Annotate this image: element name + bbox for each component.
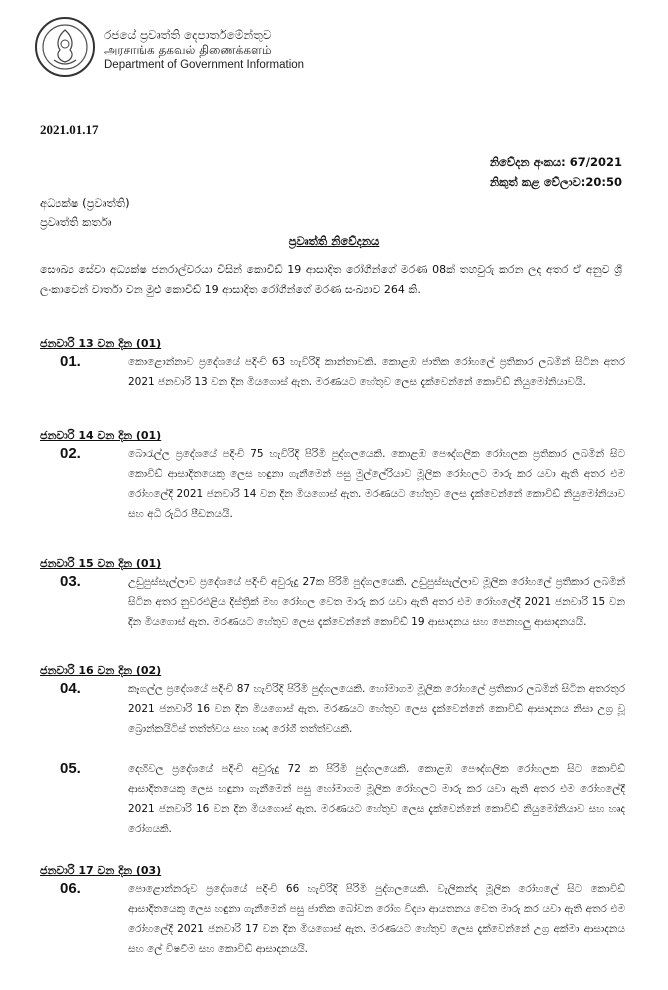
day-section — [40, 428, 625, 524]
case-number: 05. — [60, 760, 81, 777]
case-text: උඩුපුස්සැල්ලාව ප්‍රදේශයේ පදිංචි අවුරුදු 27ක පිරිමි පුද්ගලයෙකි. උඩුපුස්සැල්ලාව මූලික රෝහලේ ප්‍රතිකාර ලබමින් සිටින අතර නුවරඑළිය දිස්ත්‍රික් මහ රෝහල වෙත මාරු කර යවා ඇති අතර එම රෝහලේදී 2021 ජනවාරි 15 වන දින මියගොස් ඇත. මරණයට හේතුව ලෙස දැක්වෙන්නේ කොවිඩ් 19 ආසාදනය සහ පෙනහලු ආසාදනයයි. — [128, 576, 625, 628]
case-entry — [40, 572, 625, 632]
document-title — [0, 234, 668, 249]
day-section — [40, 663, 625, 839]
case-text: බොරැල්ල ප්‍රදේශයේ පදිංචි 75 හැවිරිදි පිරිමි පුද්ගලයෙකි. කොළඹ පෞද්ගලික රෝහලක ප්‍රතිකාර ලබමින් සිට කොවිඩ් ආසාදිතයෙකු ලෙස හඳුනා ගැනීමෙන් පසු මුල්ලේරියාව මූලික රෝහලට මාරු කර යවා ඇති අතර එම රෝහලේදී 2021 ජනවාරි 14 වන දින මියගොස් ඇත. මරණයට හේතුව ලෙස දැක්වෙන්නේ කොවිඩ් නියුමෝනියාව සහ අධි රුධිර පීඩනයයි. — [128, 448, 625, 520]
org-name-english: Department of Government Information — [104, 59, 305, 71]
case-text: කෑගල්ල ප්‍රදේශයේ පදිංචි 87 හැවිරිදි පිරිමි පුද්ගලයෙකි. හෝමාගම මූලික රෝහලේ ප්‍රතිකාර ලබමින් සිටින අතරතුර 2021 ජනවාරි 16 වන දින මියගොස් ඇත. මරණයට හේතුව ලෙස දැක්වෙන්නේ කොවිඩ් ආසාදනය නිසා උග්‍ර වූ බ්‍රොන්කයිටිස් තත්ත්වය සහ හෘද රෝගී තත්ත්වයකි. — [128, 683, 625, 735]
case-number: 06. — [60, 880, 81, 897]
day-heading: ජනවාරි 16 වන දින (02) — [40, 664, 162, 677]
org-name-sinhala: රජයේ ප්‍රවෘත්ති දෙපාර්තමේන්තුව — [104, 28, 272, 42]
national-emblem-icon — [34, 16, 96, 78]
day-section — [40, 336, 625, 392]
case-entry — [40, 879, 625, 959]
addressee-line: අධ්‍යක්ෂ (ප්‍රවෘත්ති) — [40, 196, 130, 210]
day-section — [40, 863, 625, 959]
addressee — [40, 194, 130, 232]
org-name-tamil: அரசாங்க தகவல் திணைக்களம் — [104, 43, 272, 57]
release-time: නිකුත් කළ වේලාව:20:50 — [489, 175, 622, 189]
case-entry — [40, 352, 625, 392]
day-heading: ජනවාරි 13 වන දින (01) — [40, 337, 162, 350]
case-number: 01. — [60, 353, 81, 370]
day-heading: ජනවාරි 15 වන දින (01) — [40, 557, 162, 570]
case-entry — [40, 444, 625, 524]
release-number: නිවේදන අංකය: 67/2021 — [489, 155, 622, 169]
addressee-line: ප්‍රවෘත්ති කර්තෘ — [40, 215, 112, 229]
case-entry — [40, 679, 625, 739]
case-number: 02. — [60, 445, 81, 462]
case-number: 03. — [60, 573, 81, 590]
case-text: දෙහිවල ප්‍රදේශයේ පදිංචි අවුරුදු 72 ක පිරිමි පුද්ගලයෙකි. කොළඹ පෞද්ගලික රෝහලක සිට කොවිඩ් ආසාදිතයෙකු ලෙස හඳුනා ගැනීමෙන් පසු හෝමාගම මූලික රෝහලට මාරු කර යවා ඇති අතර එම රෝහලේදී 2021 ජනවාරි 16 වන දින මියගොස් ඇත. මරණයට හේතුව ලෙස දැක්වෙන්නේ කොවිඩ් නියුමෝනියාව සහ හෘද රෝගයකි. — [128, 763, 625, 835]
intro-paragraph: සෞඛ්‍ය සේවා අධ්‍යක්ෂ ජනරාල්වරයා විසින් කොවිඩ් 19 ආසාදිත රෝගීන්ගේ මරණ 08ක් තහවුරු කරන ලද අතර ඒ අනුව ශ්‍රී ලංකාවෙන් වාර්තා වන මුළු කොවිඩ් 19 ආසාදිත රෝගීන්ගේ මරණ සංඛ්‍යාව 264 කි. — [40, 263, 622, 296]
release-reference — [490, 152, 622, 192]
day-heading: ජනවාරි 14 වන දින (01) — [40, 429, 162, 442]
release-date: 2021.01.17 — [40, 122, 99, 137]
day-heading: ජනවාරි 17 වන දින (03) — [40, 864, 162, 877]
case-text: පොළොන්නරුව ප්‍රදේශයේ පදිංචි 66 හැවිරිදි පිරිමි පුද්ගලයෙකි. වැලිකන්ද මූලික රෝහලේ සිට කොවිඩ් ආසාදිතයෙකු ලෙස හඳුනා ගැනීමෙන් පසු ජාතික බෝවන රෝග විද්‍යා ආයතනය වෙත මාරු කර යවා ඇති අතර එම රෝහලේදී 2021 ජනවාරි 17 වන දින මියගොස් ඇත. මරණයට හේතුව ලෙස දැක්වෙන්නේ උග්‍ර අක්මා ආසාදනය සහ ලේ විෂවීම සහ කොවිඩ් ආසාදනයයි. — [128, 883, 625, 955]
document-title-text: ප්‍රවෘත්ති නිවේදනය — [288, 234, 380, 248]
case-text: කොළොන්නාව ප්‍රදේශයේ පදිංචි 63 හැවිරිදි කාන්තාවකි. කොළඹ ජාතික රෝහලේ ප්‍රතිකාර ලබමින් සිටින අතර 2021 ජනවාරි 13 වන දින මියගොස් ඇත. මරණයට හේතුව ලෙස දැක්වෙන්නේ කොවිඩ් නියුමෝනියාවයි. — [128, 356, 625, 388]
case-number: 04. — [60, 680, 81, 697]
day-section — [40, 556, 625, 632]
case-entry — [40, 759, 625, 839]
